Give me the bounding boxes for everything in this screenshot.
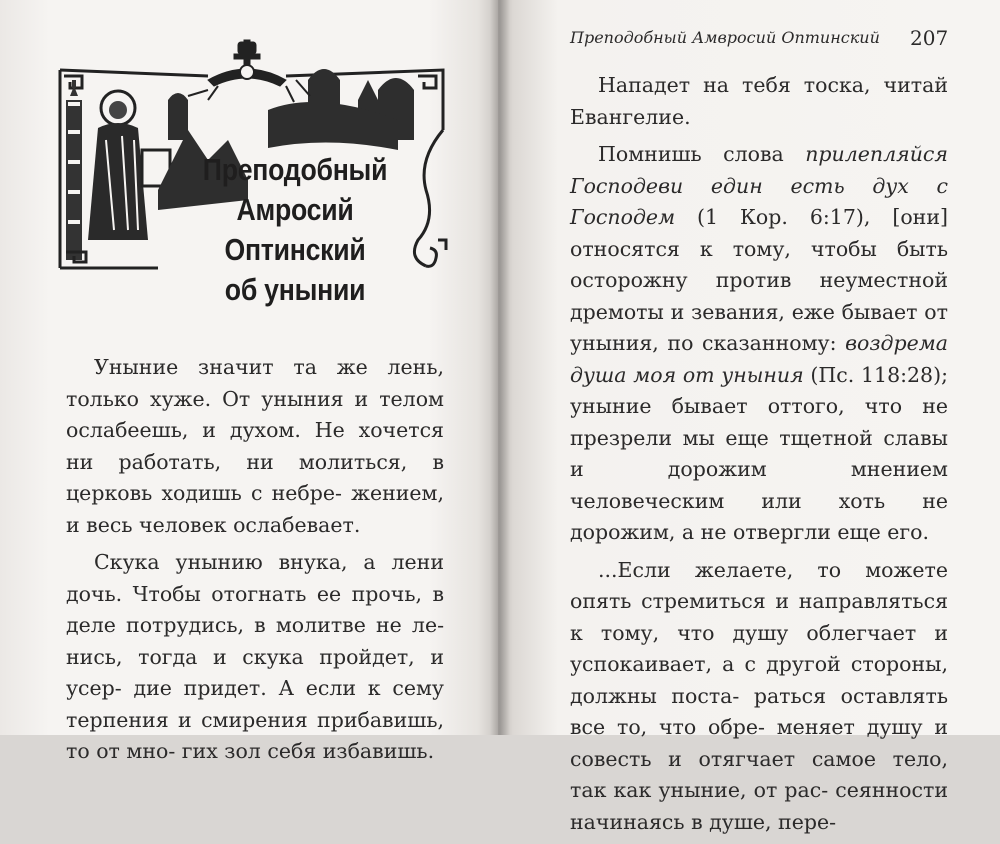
left-page bbox=[0, 0, 498, 763]
running-head: Преподобный Амвросий Оптинский bbox=[570, 28, 880, 47]
chapter-title-line: Амросий bbox=[236, 192, 354, 227]
paragraph: Нападет на тебя тоска, читай Евангелие. bbox=[570, 73, 948, 129]
paragraph: Скука унынию внука, а лени дочь. Чтобы отогнать ее прочь, в деле потрудись, в молитве не ле- нись, тогда и скука пройдет, и усер- дие придет. А если к сему терпения и смирения прибавишь, то от мно- гих зол себя избавишь. bbox=[66, 550, 444, 763]
scripture-quote: воздрема душа моя от уныния bbox=[570, 331, 948, 387]
chapter-title-line: Оптинский bbox=[224, 232, 366, 267]
paragraph: Уныние значит та же лень, только хуже. От уныния и телом ослабеешь, и духом. Не хочется ни работать, ни молиться, в церковь ходишь с небре- жением, и весь человек ослабевает. bbox=[66, 355, 444, 537]
left-body-text bbox=[66, 352, 444, 774]
book-gutter bbox=[490, 0, 510, 735]
text-run: (1 Кор. 6:17), [они] относятся к тому, чтобы быть осторожну против неуместной дремоты и зевания, еже бывает от уныния, по сказанному: bbox=[570, 205, 948, 355]
paragraph: ...Если желаете, то можете опять стремиться и направляться к тому, что душу облегчает и успокаивает, а с другой стороны, должны поста- раться оставлять все то, что обре- меняет душу и совесть и отягчает самое тело, так как уныние, от рас- сеянности начинаясь в душе, пере- bbox=[570, 557, 948, 834]
text-run: Помнишь слова bbox=[598, 142, 806, 166]
text-run: (Пс. 118:28); уныние бывает оттого, что не презрели мы еще тщетной славы и дорожим мнением человеческим или хоть не дорожим, а не отвергли еще его. bbox=[570, 362, 949, 544]
chapter-title-line: об унынии bbox=[224, 272, 366, 307]
chapter-title bbox=[170, 150, 419, 310]
page-number: 207 bbox=[910, 26, 949, 50]
scripture-quote: прилепляйся Господеви един есть дух с Господем bbox=[570, 142, 948, 229]
right-body-text bbox=[570, 70, 948, 844]
paragraph bbox=[570, 139, 948, 549]
chapter-title-line: Преподобный bbox=[202, 152, 388, 187]
